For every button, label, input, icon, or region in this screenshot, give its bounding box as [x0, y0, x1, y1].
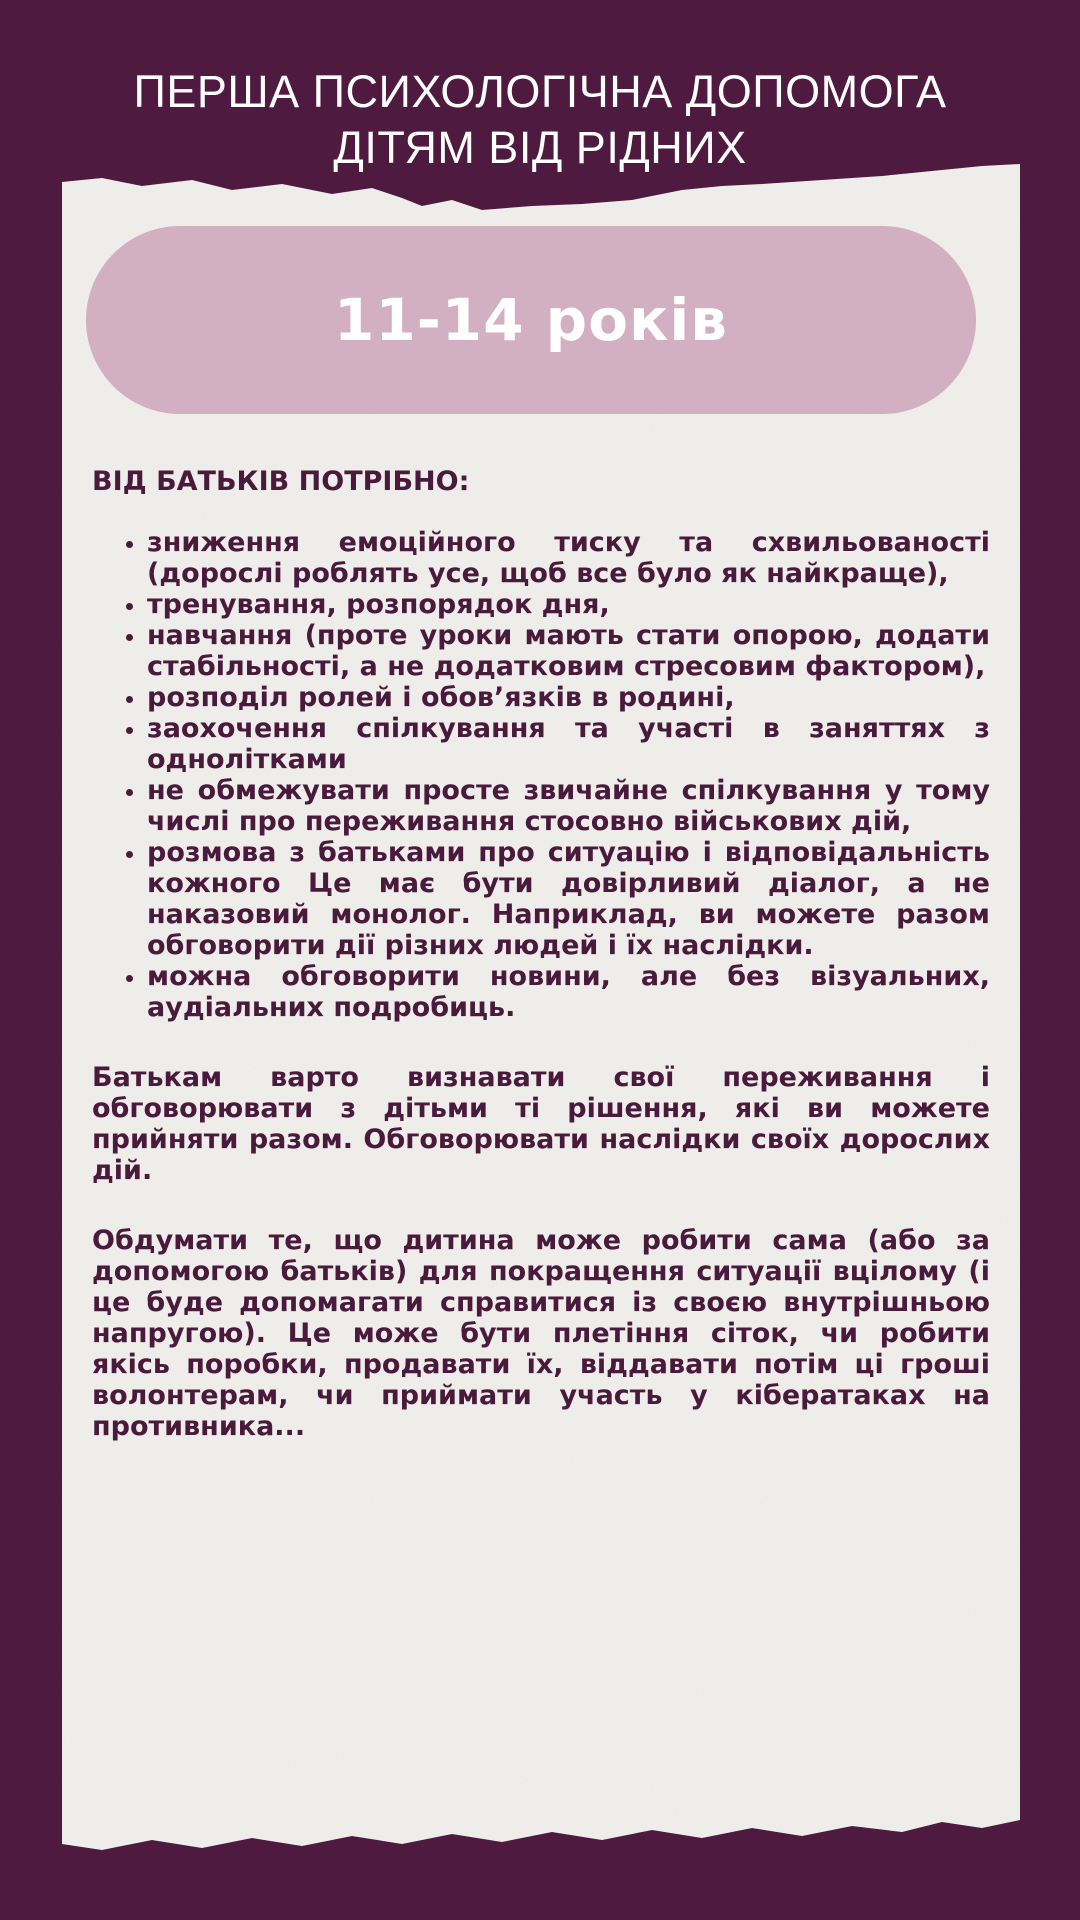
needs-list: [92, 527, 990, 1023]
title-line-1: ПЕРША ПСИХОЛОГІЧНА ДОПОМОГА: [133, 66, 947, 117]
list-item: • зниження емоційного тиску та схвильованості (дорослі роблять усе, щоб все було як найкраще),: [147, 527, 990, 589]
paragraph-child-activities: Обдумати те, що дитина може робити сама (або за допомогою батьків) для покращення ситуації вцілому (і це буде допомагати справитися із своєю внутрішньою напругою). Це може бути плетіння сіток, чи робити якісь поробки, продавати їх, віддавати потім ці гроші волонтерам, чи приймати участь у кібератаках на противника...: [92, 1225, 990, 1442]
list-item: • можна обговорити новини, але без візуальних, аудіальних подробиць.: [147, 961, 990, 1023]
list-item: • тренування, розпорядок дня,: [147, 589, 990, 620]
age-badge-label: 11-14 років: [333, 286, 728, 354]
main-text: [92, 466, 990, 1442]
title-line-2: ДІТЯМ ВІД РІДНИХ: [333, 122, 747, 173]
list-item: • розподіл ролей і обов’язків в родині,: [147, 682, 990, 713]
paragraph-parents: Батькам варто визнавати свої переживання і обговорювати з дітьми ті рішення, які ви можете прийняти разом. Обговорювати наслідки своїх дорослих дій.: [92, 1062, 990, 1186]
list-item: • розмова з батьками про ситуацію і відповідальність кожного Це має бути довірливий діалог, а не наказовий монолог. Наприклад, ви можете разом обговорити дії різних людей і їх наслідки.: [147, 837, 990, 961]
list-item: • навчання (проте уроки мають стати опорою, додати стабільності, а не додатковим стресовим фактором),: [147, 620, 990, 682]
age-badge: [86, 226, 976, 414]
list-item: • не обмежувати просте звичайне спілкування у тому числі про переживання стосовно військових дій,: [147, 775, 990, 837]
list-item: • заохочення спілкування та участі в заняттях з однолітками: [147, 713, 990, 775]
section-heading: ВІД БАТЬКІВ ПОТРІБНО:: [92, 466, 470, 497]
